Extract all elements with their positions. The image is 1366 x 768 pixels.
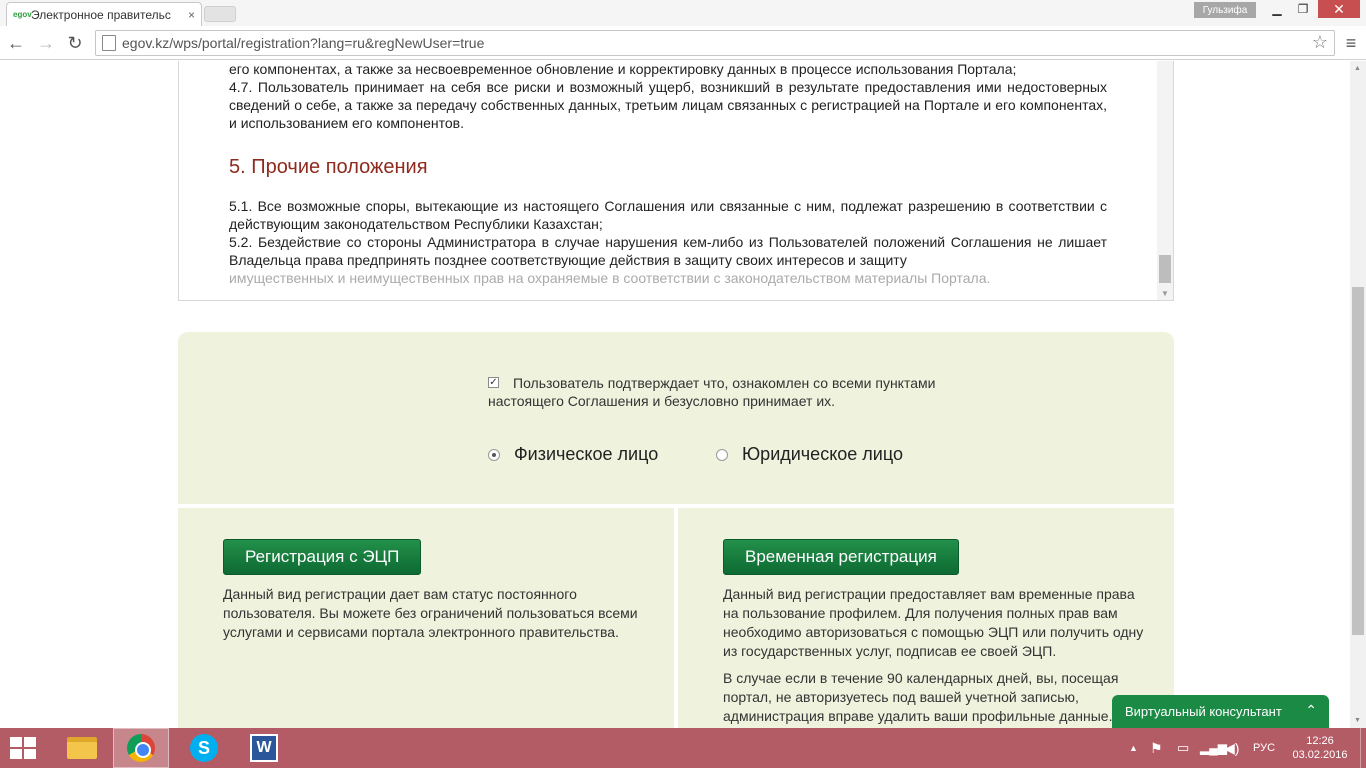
window-close-button[interactable]: ✕ [1318,0,1360,18]
radio-physical-person[interactable] [488,444,658,465]
url-text[interactable]: egov.kz/wps/portal/registration?lang=ru&regNewUser=true [122,35,485,51]
window-minimize-button[interactable]: ▁ [1272,2,1282,16]
agreement-scroll-thumb[interactable] [1159,255,1171,283]
agreement-scrollbar[interactable] [1157,61,1173,300]
ecp-registration-description: Данный вид регистрации дает вам статус постоянного пользователя. Вы можете без ограничений пользоваться всеми услугами и сервисами портала электронного правительства. [223,586,638,640]
page-icon [102,35,116,51]
window-maximize-button[interactable]: ❐ [1297,2,1309,16]
language-indicator[interactable]: РУС [1253,742,1276,754]
agreement-para-5-2: 5.2. Бездействие со стороны Администратора в случае нарушения кем-либо из Пользователей положений Соглашения не лишает Владельца права предпринять позднее соответствующие действия в защиту своих интересов и защиту [229,234,1107,268]
consultant-label: Виртуальный консультант [1125,704,1282,719]
volume-icon[interactable]: ◀) [1224,739,1240,756]
ecp-registration-panel [178,508,674,728]
show-desktop-button[interactable] [1360,728,1366,768]
accept-checkbox[interactable]: ✓ [489,377,498,388]
accept-text-line1: Пользователь подтверждает что, ознакомлен со всеми пунктами [513,375,936,391]
agreement-text [229,61,1107,287]
scroll-down-arrow-icon[interactable]: ▼ [1161,289,1169,298]
agreement-partial-line: его компонентах, а также за несвоевременное обновление и корректировку данных в процессе использования Портала; [229,61,1017,77]
radio-button-physical[interactable] [488,449,500,461]
tab-close-icon[interactable]: × [187,7,195,22]
chevron-up-icon[interactable]: ⌃ [1305,702,1317,718]
star-icon[interactable]: ☆ [1311,32,1328,52]
action-center-flag-icon[interactable]: ⚑ [1150,739,1163,756]
temporary-registration-panel [678,508,1174,728]
temporary-registration-button[interactable]: Временная регистрация [723,539,959,575]
agreement-para-4-7: 4.7. Пользователь принимает на себя все риски и возможный ущерб, возникший в результате предоставления ими недостоверных сведений о себе, а также за передачу собственных данных, третьим лицам связанных с регистрацией на Портале и его компонентах, и использованием его компонентов. [229,79,1107,131]
back-arrow-icon[interactable]: ← [7,32,25,53]
accept-row[interactable] [488,374,958,392]
radio-legal-entity[interactable] [716,444,903,465]
windows-start-icon[interactable] [10,737,38,761]
agreement-box[interactable] [178,61,1174,301]
clock[interactable] [1290,728,1350,768]
address-bar[interactable] [95,30,1335,56]
battery-icon[interactable]: ▭ [1177,740,1190,755]
radio-label-legal[interactable]: Юридическое лицо [742,444,903,464]
accept-panel [178,332,1174,504]
section-5-heading: 5. Прочие положения [229,156,428,178]
radio-label-physical[interactable]: Физическое лицо [514,444,659,464]
virtual-consultant-button[interactable] [1112,695,1329,728]
page-viewport [0,61,1350,728]
browser-toolbar [0,26,1366,60]
forward-arrow-icon[interactable]: → [37,32,55,53]
folder-icon[interactable] [54,728,110,768]
temporary-registration-warning: В случае если в течение 90 календарных дней, вы, посещая портал, не авторизуетесь под вашей учетной записью, администрация вправе удалить ваши профильные данные. [723,670,1119,724]
scroll-up-arrow-icon[interactable]: ▲ [1354,65,1361,72]
agreement-para-5-2-faded: имущественных и неимущественных прав на охраняемые в соответствии с законодательством материалы Портала. [229,270,991,286]
temporary-registration-description: Данный вид регистрации предоставляет вам временные права на пользование профилем. Для получения полных прав вам необходимо авторизоваться с помощью ЭЦП или получить одну из государственных услуг, подписав ее своей ЭЦП. [723,586,1144,659]
radio-button-legal[interactable] [716,449,728,461]
tray-expand-icon[interactable]: ▲ [1129,743,1138,753]
ecp-registration-button[interactable]: Регистрация с ЭЦП [223,539,421,575]
new-tab-button[interactable] [204,6,236,22]
browser-titlebar [0,0,1366,26]
clock-time: 12:26 [1306,735,1334,747]
browser-tab[interactable] [6,2,202,26]
agreement-para-5-1: 5.1. Все возможные споры, вытекающие из настоящего Соглашения или связанные с ним, подлежат разрешению в соответствии с действующим законодательством Республики Казахстан; [229,198,1107,232]
signal-icon[interactable]: ▂▄▆ [1200,741,1227,755]
windows-taskbar [0,728,1366,768]
page-scrollbar[interactable] [1350,61,1366,728]
reload-icon[interactable]: ↻ [67,32,83,53]
tab-title: Электронное правительс [31,7,171,22]
accept-text-line2: настоящего Соглашения и безусловно принимает их. [488,393,836,409]
page-scroll-thumb[interactable] [1352,287,1364,635]
egov-favicon-icon: egov [13,10,32,19]
scroll-down-arrow-icon[interactable]: ▼ [1354,717,1361,724]
hamburger-menu-icon[interactable]: ≡ [1345,32,1357,53]
word-icon[interactable]: W [236,728,292,768]
skype-icon[interactable]: S [176,728,232,768]
chrome-icon[interactable] [113,728,169,768]
profile-badge[interactable]: Гульзифа [1194,2,1256,18]
clock-date: 03.02.2016 [1292,749,1348,761]
